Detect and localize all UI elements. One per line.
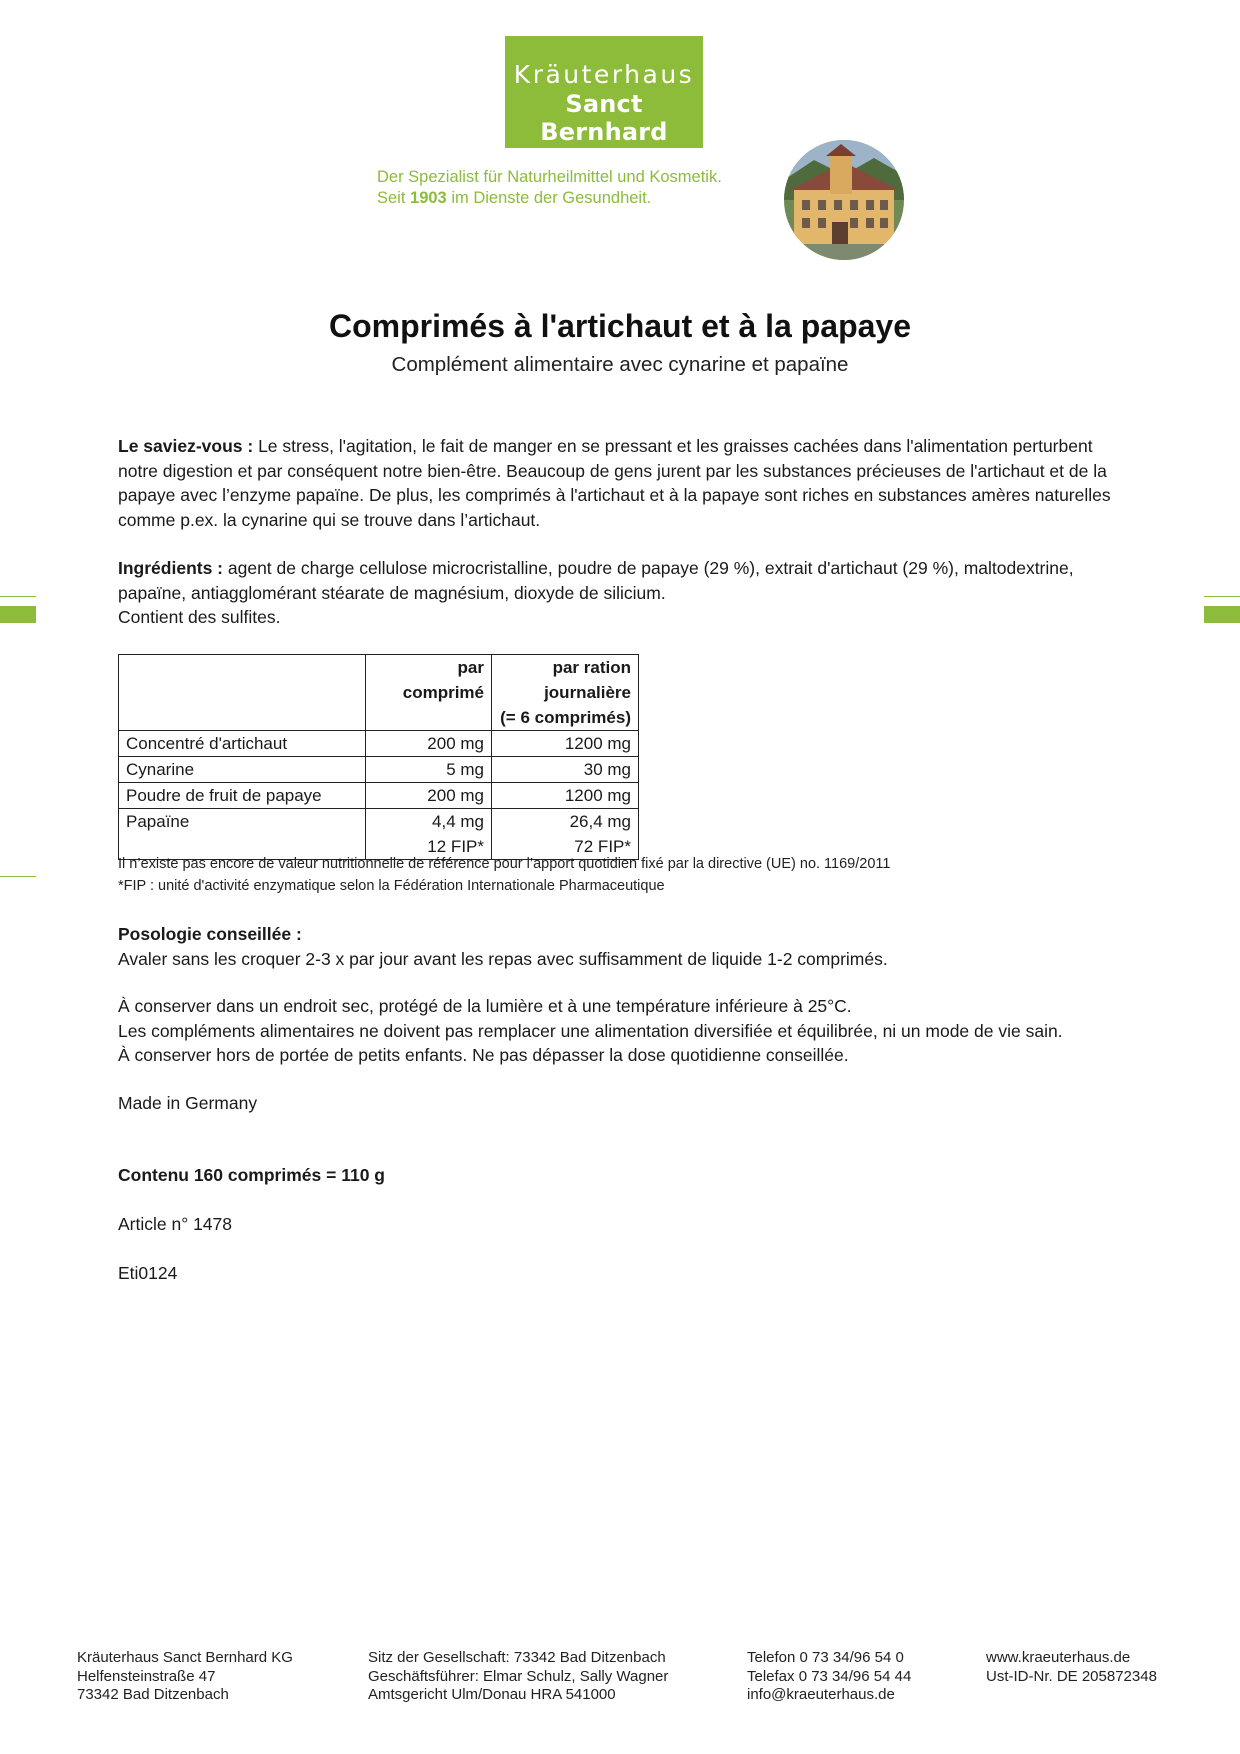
side-mark-right-bar <box>1204 606 1240 623</box>
header-per-tablet-l1: par <box>457 658 484 677</box>
table-row <box>119 783 639 809</box>
header-per-tablet <box>366 655 492 731</box>
footer-street: Helfensteinstraße 47 <box>77 1667 216 1685</box>
row-per-tablet: 200 mg <box>366 731 492 757</box>
papain-per-tablet-mg: 4,4 mg <box>432 812 484 831</box>
side-mark-right-line <box>1204 596 1240 597</box>
footer-web <box>986 1649 1157 1686</box>
dosage-label: Posologie conseillée : <box>118 924 302 944</box>
row-per-day: 30 mg <box>492 757 639 783</box>
row-per-day: 1200 mg <box>492 731 639 757</box>
table-row <box>119 731 639 757</box>
footer-company <box>77 1649 293 1705</box>
footer-seat: Sitz der Gesellschaft: 73342 Bad Ditzenbach <box>368 1649 666 1666</box>
row-per-tablet: 200 mg <box>366 783 492 809</box>
header-per-day-l3: (= 6 comprimés) <box>500 708 631 727</box>
logo-line-2: Sanct Bernhard <box>540 90 668 146</box>
storage-line-1: À conserver dans un endroit sec, protégé de la lumière et à une température inférieure à 25°C. <box>118 996 852 1016</box>
table-row <box>119 757 639 783</box>
brand-tagline <box>377 167 722 209</box>
footer-contact <box>747 1649 911 1705</box>
tagline-line-2 <box>377 188 722 209</box>
intro-text: Le stress, l'agitation, le fait de manger en se pressant et les graisses cachées dans l'alimentation perturbent notre digestion et par conséquent notre bien-être. Beaucoup de gens jurent par les substances précieuses de l'artichaut et de la papaye avec l’enzyme papaïne. De plus, les comprimés à l'artichaut et à la papaye sont riches en substances amères naturelles comme p.ex. la cynarine qui se trouve dans l’artichaut. <box>118 436 1111 530</box>
footer-directors: Geschäftsführer: Elmar Schulz, Sally Wagner <box>368 1667 669 1685</box>
footer-city: 73342 Bad Ditzenbach <box>77 1686 229 1703</box>
papain-per-tablet-fip: 12 FIP* <box>427 837 484 856</box>
row-per-tablet <box>366 809 492 860</box>
ingredients-label: Ingrédients : <box>118 558 224 578</box>
row-name: Concentré d'artichaut <box>119 731 366 757</box>
row-per-day: 1200 mg <box>492 783 639 809</box>
contents: Contenu 160 comprimés = 110 g <box>118 1165 385 1185</box>
footer-legal <box>368 1649 668 1705</box>
header-per-day-l2: journalière <box>544 683 631 702</box>
header-per-tablet-l2: comprimé <box>402 683 484 702</box>
storage-section <box>118 994 1078 1068</box>
footer-fax: Telefax 0 73 34/96 54 44 <box>747 1667 912 1685</box>
footer-website-link[interactable]: www.kraeuterhaus.de <box>986 1649 1131 1666</box>
table-notes <box>118 853 890 897</box>
row-per-day <box>492 809 639 860</box>
building-photo <box>784 140 904 260</box>
article-number: Article n° 1478 <box>118 1214 233 1234</box>
papain-per-day-mg: 26,4 mg <box>569 812 631 831</box>
side-mark-left-low <box>0 876 36 877</box>
footer-vat-id: Ust-ID-Nr. DE 205872348 <box>986 1667 1157 1685</box>
nutrition-table <box>118 654 639 860</box>
tagline-line-1: Der Spezialist für Naturheilmittel und Kosmetik. <box>377 168 722 186</box>
product-subtitle: Complément alimentaire avec cynarine et papaïne <box>391 353 849 376</box>
storage-line-2: Les compléments alimentaires ne doivent pas remplacer une alimentation diversifiée et équilibrée, ni un mode de vie sain. À conserver hors de portée de petits enfants. Ne pas dépasser la dose quotidienne conseillée. <box>118 1020 1063 1065</box>
eti-code: Eti0124 <box>118 1263 178 1283</box>
made-in: Made in Germany <box>118 1093 258 1113</box>
tagline-year: 1903 <box>410 189 447 207</box>
footer-court: Amtsgericht Ulm/Donau HRA 541000 <box>368 1686 616 1703</box>
intro-label: Le saviez-vous : <box>118 436 254 456</box>
papain-per-day-fip: 72 FIP* <box>574 837 631 856</box>
header-empty <box>119 655 366 731</box>
table-note-1: Il n’existe pas encore de valeur nutritionnelle de référence pour l’apport quotidien fixé par la directive (UE) no. 1169/2011 <box>118 856 891 872</box>
side-mark-left-bar <box>0 606 36 623</box>
product-title: Comprimés à l'artichaut et à la papaye <box>328 308 912 344</box>
brand-logo <box>505 36 703 148</box>
row-per-tablet: 5 mg <box>366 757 492 783</box>
header-per-day-l1: par ration <box>552 658 631 677</box>
header-per-day <box>492 655 639 731</box>
tagline-suffix: im Dienste der Gesundheit. <box>446 189 652 207</box>
ingredients-paragraph <box>118 556 1128 605</box>
table-header-row <box>119 655 639 731</box>
tagline-prefix: Seit <box>377 189 411 207</box>
footer-company-name: Kräuterhaus Sanct Bernhard KG <box>77 1649 293 1666</box>
table-note-2: *FIP : unité d'activité enzymatique selon la Fédération Internationale Pharmaceutique <box>118 878 665 894</box>
table-row <box>119 809 639 860</box>
footer-phone: Telefon 0 73 34/96 54 0 <box>747 1649 904 1666</box>
side-mark-left-line <box>0 596 36 597</box>
dosage-section <box>118 922 1128 971</box>
dosage-text: Avaler sans les croquer 2-3 x par jour avant les repas avec suffisamment de liquide 1-2 comprimés. <box>118 948 888 969</box>
row-name: Cynarine <box>119 757 366 783</box>
row-name: Poudre de fruit de papaye <box>119 783 366 809</box>
logo-line-1: Kräuterhaus <box>513 60 695 89</box>
row-name: Papaïne <box>119 809 366 860</box>
ingredients-text: agent de charge cellulose microcristalline, poudre de papaye (29 %), extrait d'artichaut (29 %), maltodextrine, papaïne, antiagglomérant stéarate de magnésium, dioxyde de silicium. <box>118 558 1074 603</box>
footer-email[interactable]: info@kraeuterhaus.de <box>747 1686 895 1703</box>
intro-paragraph <box>118 434 1128 532</box>
sulfite-note: Contient des sulfites. <box>118 607 281 627</box>
